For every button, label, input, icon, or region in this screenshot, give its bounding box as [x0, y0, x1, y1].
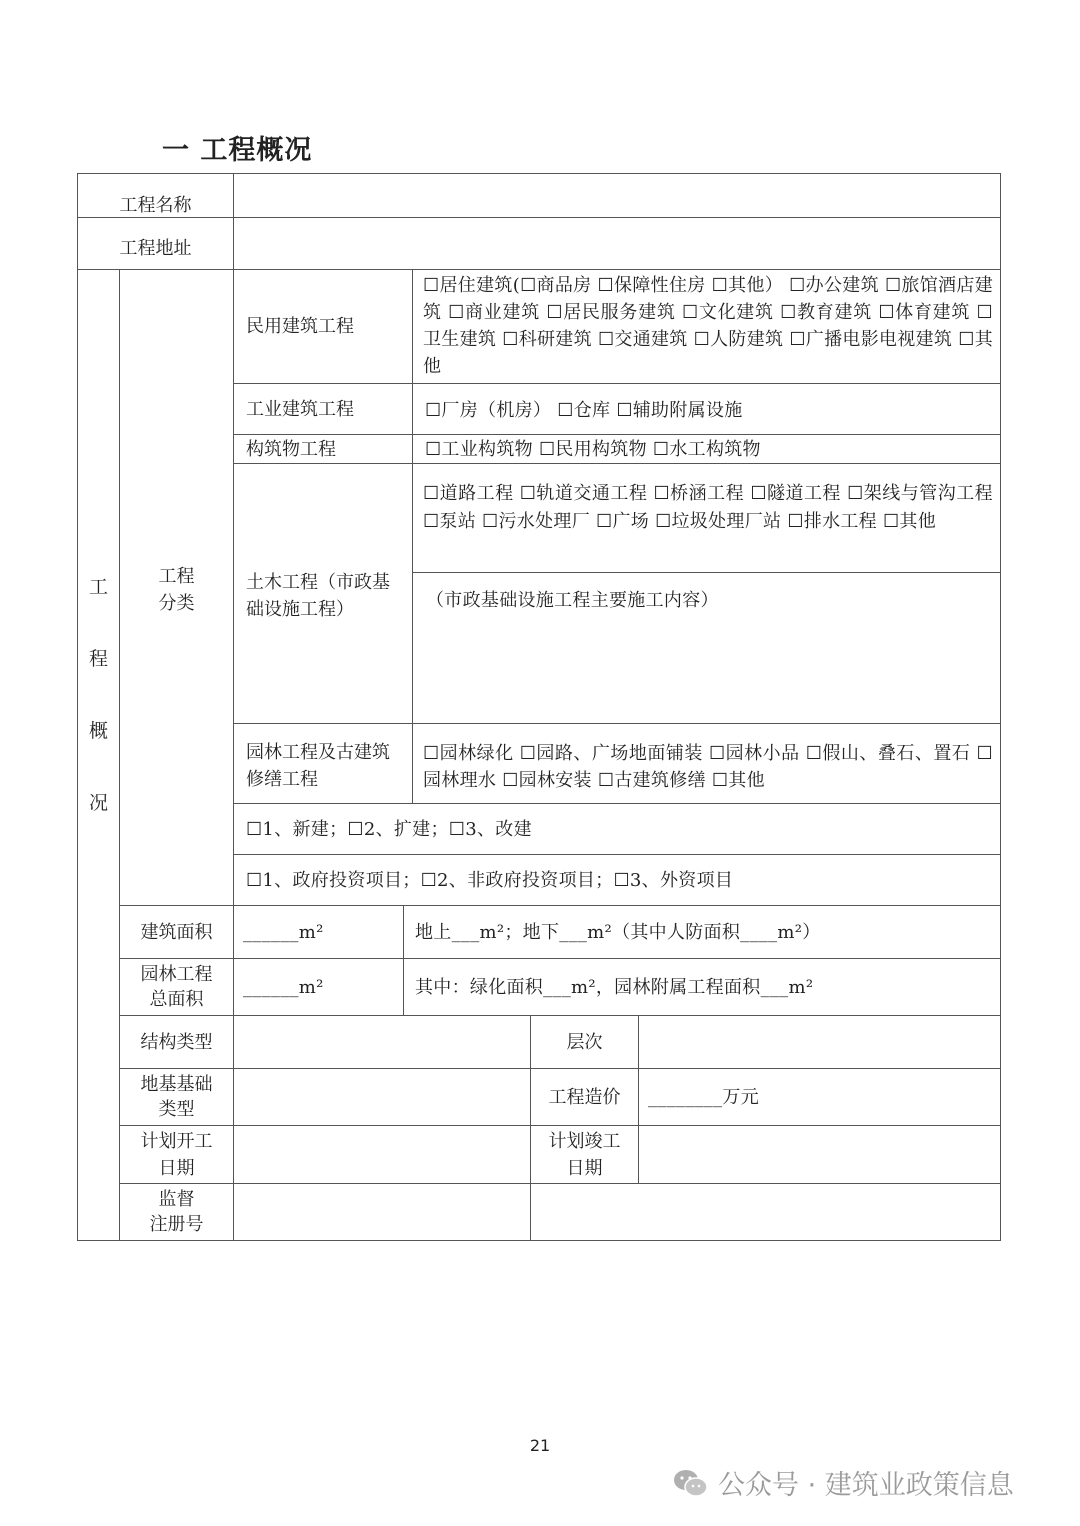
- garden-total-area-label: 园林工程 总面积: [140, 964, 213, 1010]
- civil-building-label: 民用建筑工程: [246, 316, 354, 337]
- watermark: [672, 1463, 1014, 1502]
- structure-type-label: 结构类型: [140, 1031, 213, 1053]
- planned-start-field[interactable]: [234, 1126, 530, 1183]
- section-title: 一 工程概况: [162, 135, 313, 166]
- building-area-blank[interactable]: ______m²: [243, 921, 324, 943]
- construction-nature-options[interactable]: ☐1、新建；☐2、扩建；☐3、改建: [246, 819, 532, 840]
- structure-options[interactable]: ☐工业构筑物 ☐民用构筑物 ☐水工构筑物: [425, 439, 761, 460]
- cost-label: 工程造价: [548, 1086, 621, 1108]
- civil-eng-options[interactable]: ☐道路工程 ☐轨道交通工程 ☐桥涵工程 ☐隧道工程 ☐架线与管沟工程 ☐泵站 ☐污水处理厂 ☐广场 ☐垃圾处理厂站 ☐排水工程 ☐其他: [423, 483, 993, 532]
- building-area-detail[interactable]: 地上___m²；地下___m²（其中人防面积____m²）: [415, 921, 821, 943]
- category-label: 工程 分类: [158, 566, 195, 614]
- planned-finish-field[interactable]: [639, 1126, 1000, 1183]
- foundation-type-label: 地基基础 类型: [140, 1074, 213, 1120]
- investment-type-options[interactable]: ☐1、政府投资项目；☐2、非政府投资项目；☐3、外资项目: [246, 870, 734, 891]
- garden-area-detail[interactable]: 其中：绿化面积___m²，园林附属工程面积___m²: [415, 976, 814, 998]
- page-number: 21: [529, 1436, 551, 1455]
- civil-eng-label: 土木工程（市政基础设施工程）: [246, 572, 390, 620]
- overview-vertical-label: 工 程 概 况: [88, 576, 108, 814]
- foundation-type-field[interactable]: [234, 1069, 530, 1125]
- planned-start-label: 计划开工 日期: [140, 1130, 213, 1179]
- garden-options[interactable]: ☐园林绿化 ☐园路、广场地面铺装 ☐园林小品 ☐假山、叠石、置石 ☐园林理水 ☐园林安装 ☐古建筑修缮 ☐其他: [423, 743, 993, 791]
- garden-label: 园林工程及古建筑修缮工程: [246, 742, 390, 790]
- garden-area-blank[interactable]: ______m²: [243, 976, 324, 998]
- supervision-no-label: 监督 注册号: [149, 1189, 204, 1235]
- industrial-options[interactable]: ☐厂房（机房） ☐仓库 ☐辅助附属设施: [425, 399, 743, 421]
- cost-blank[interactable]: ________万元: [648, 1086, 759, 1108]
- project-name-field[interactable]: [234, 174, 1000, 217]
- floors-field[interactable]: [639, 1016, 1000, 1068]
- project-address-field[interactable]: [234, 218, 1000, 269]
- supervision-no-field[interactable]: [234, 1184, 1000, 1240]
- floors-label: 层次: [566, 1031, 603, 1053]
- civil-building-options[interactable]: ☐居住建筑(☐商品房 ☐保障性住房 ☐其他） ☐办公建筑 ☐旅馆酒店建筑 ☐商业建筑 ☐居民服务建筑 ☐文化建筑 ☐教育建筑 ☐体育建筑 ☐卫生建筑 ☐科研建筑 ☐交通建筑 ☐人防建筑 ☐广播电影电视建筑 ☐其他: [423, 275, 993, 377]
- industrial-building-label: 工业建筑工程: [246, 398, 354, 420]
- structure-label: 构筑物工程: [246, 439, 336, 460]
- wechat-icon: [672, 1468, 708, 1498]
- building-area-label: 建筑面积: [140, 921, 213, 943]
- watermark-text: 公众号 · 建筑业政策信息: [718, 1470, 1014, 1501]
- planned-finish-label: 计划竣工 日期: [548, 1130, 621, 1179]
- project-address-label: 工程地址: [119, 237, 192, 259]
- civil-eng-content[interactable]: （市政基础设施工程主要施工内容）: [426, 590, 719, 611]
- project-name-label: 工程名称: [119, 194, 192, 216]
- structure-type-field[interactable]: [234, 1016, 530, 1068]
